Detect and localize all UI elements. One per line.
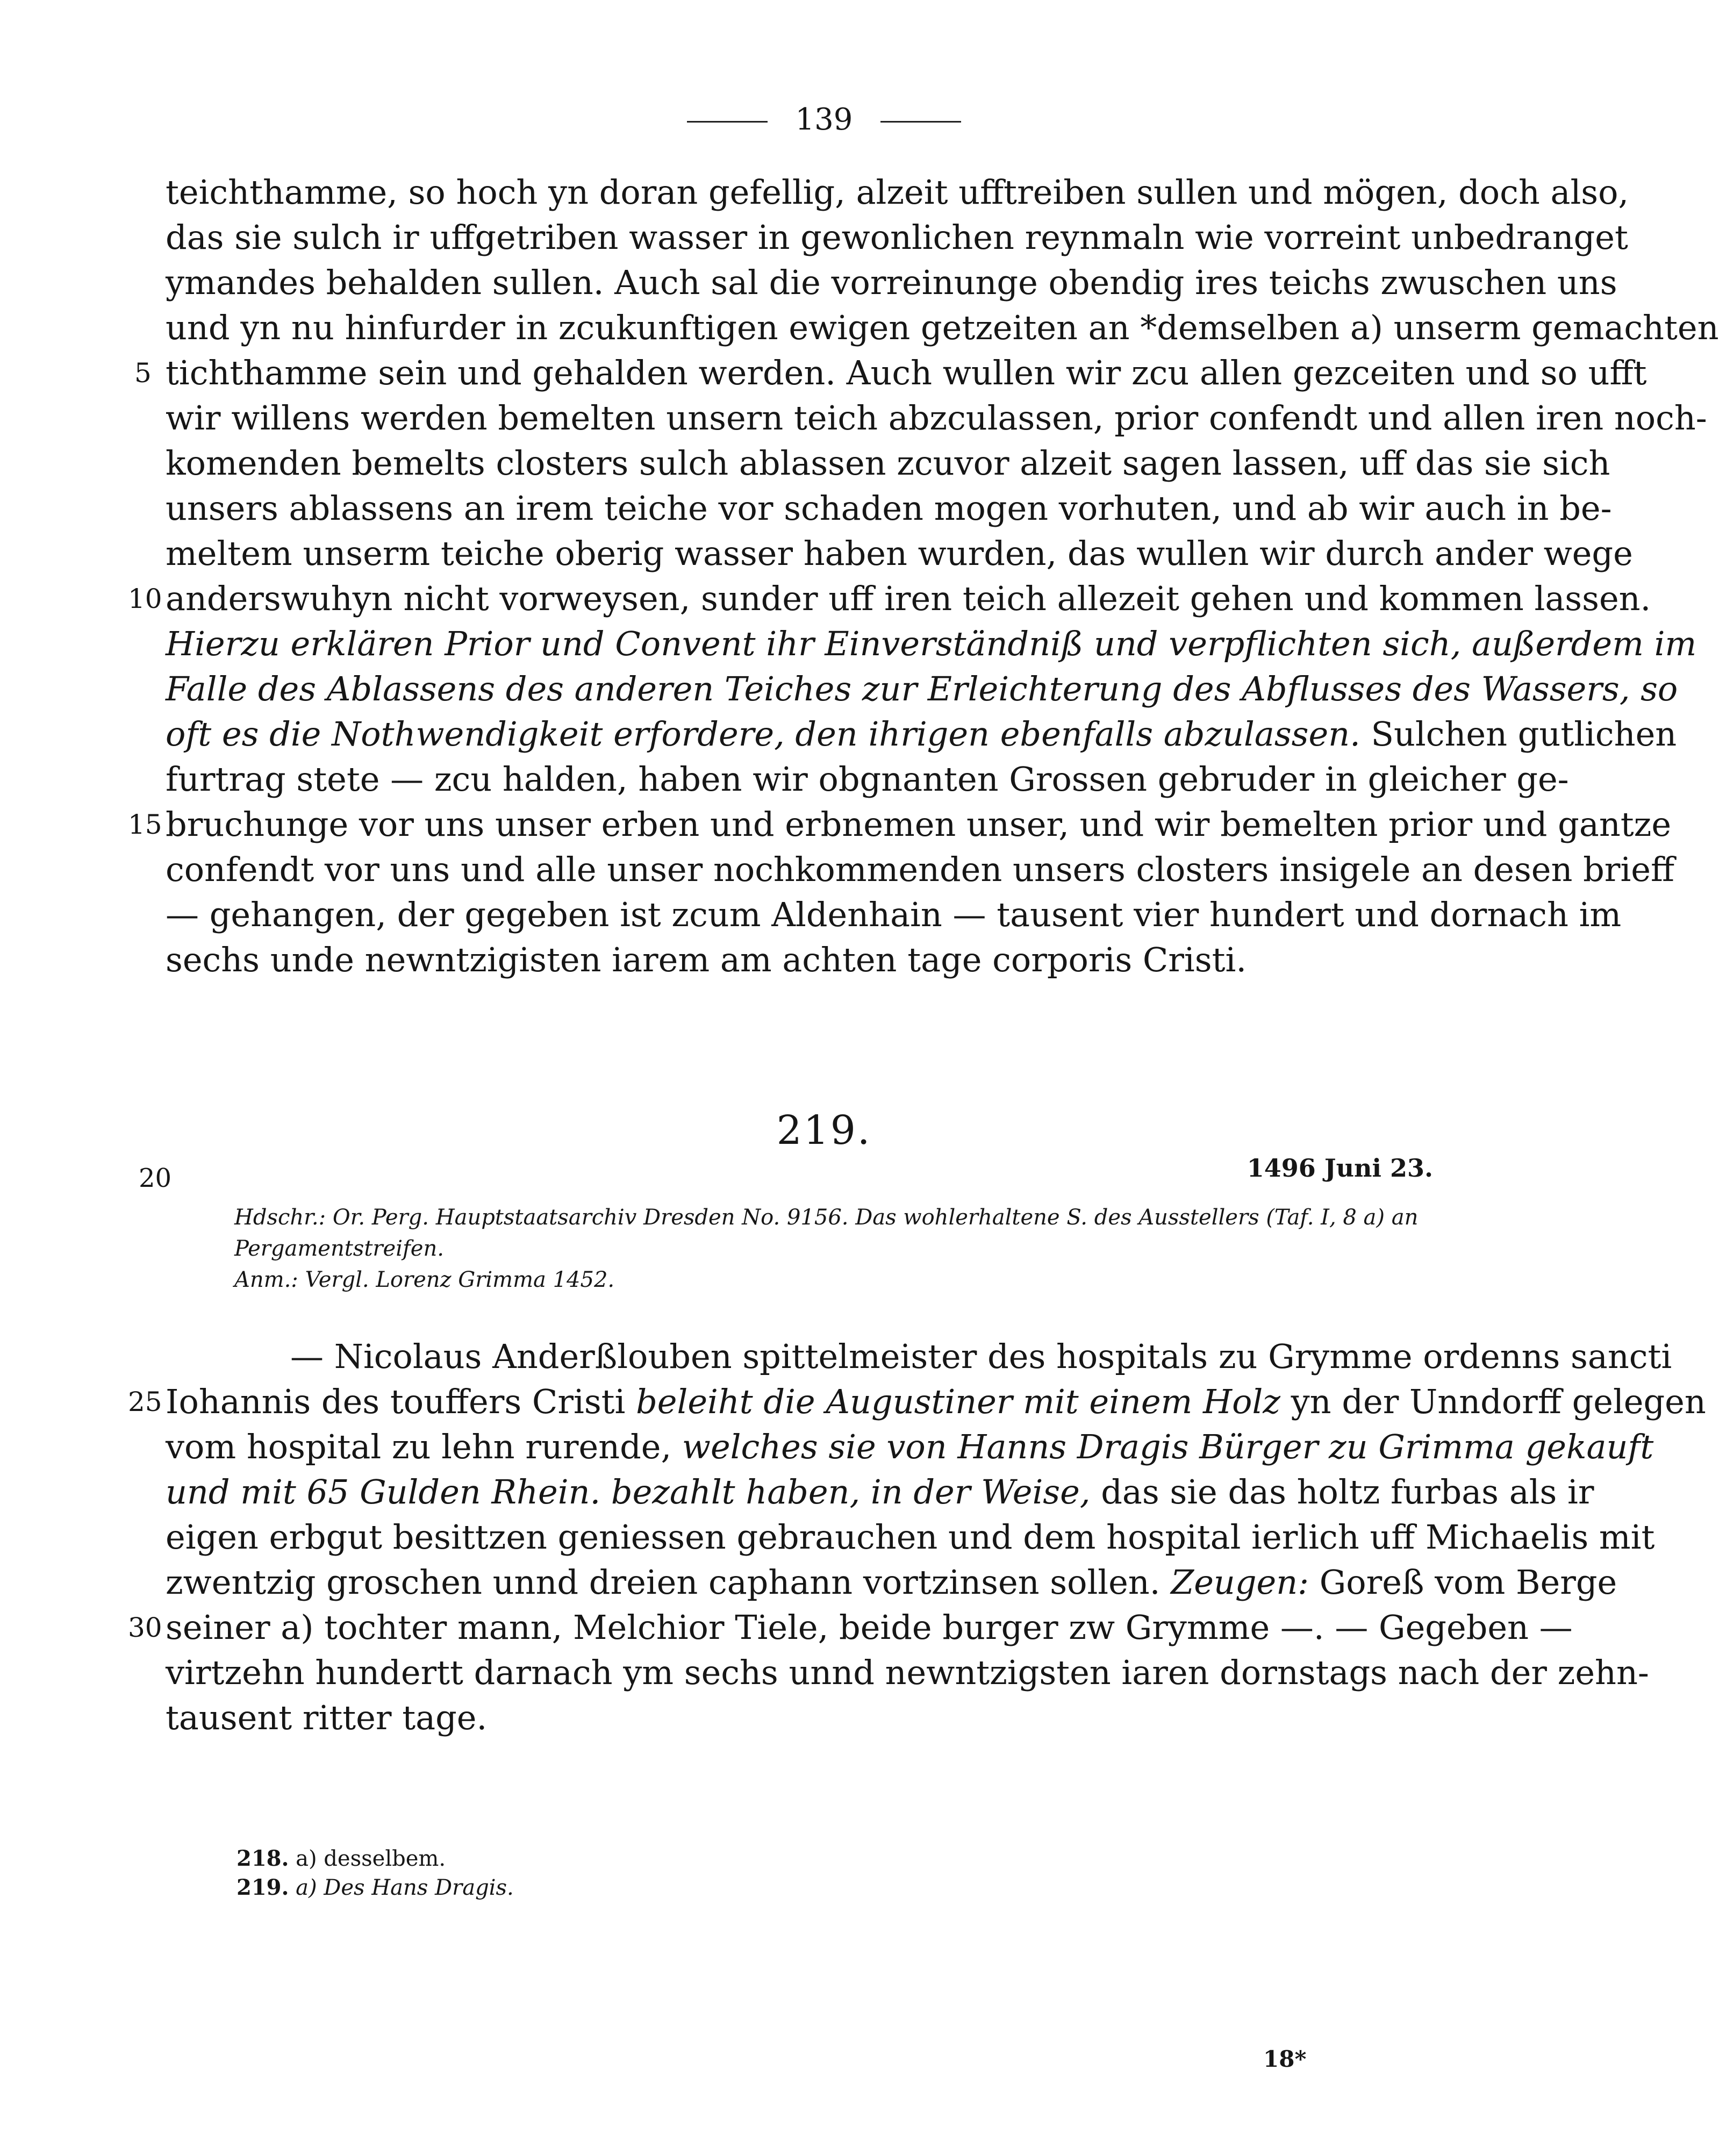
body-line: furtrag stete — zcu halden, haben wir obgnanten Grossen gebruder in gleicher ge- <box>166 760 1569 799</box>
source-note: Pergamentstreifen. <box>234 1236 444 1261</box>
body-line: unsers ablassens an irem teiche vor schaden mogen vorhuten, und ab wir auch in be- <box>166 489 1612 528</box>
body-line: meltem unserm teiche oberig wasser haben wurden, das wullen wir durch ander wege <box>166 534 1633 573</box>
italic-summary: und mit 65 Gulden Rhein. bezahlt haben, in der Weise, <box>166 1472 1091 1512</box>
body-text: das sie das holtz furbas als ir <box>1101 1472 1594 1512</box>
body-text: vom hospital zu lehn rurende, <box>166 1427 672 1466</box>
body-line: ymandes behalden sullen. Auch sal die vorreinunge obendig ires teichs zwuschen uns <box>166 263 1617 302</box>
body-text: zwentzig groschen unnd dreien caphann vortzinsen sollen. <box>166 1563 1161 1602</box>
line-number: 15 <box>128 809 162 840</box>
italic-summary: Zeugen: <box>1171 1563 1309 1602</box>
footnote-number: 219. <box>237 1875 289 1900</box>
body-text: Goreß vom Berge <box>1319 1563 1617 1602</box>
italic-summary: Falle des Ablassens des anderen Teiches zur Erleichterung des Abflusses des Wassers, so <box>166 669 1678 708</box>
line-number: 30 <box>128 1612 162 1643</box>
body-text: yn der Unndorff gelegen <box>1291 1382 1706 1421</box>
body-line-mixed <box>166 713 1677 756</box>
body-line-mixed <box>166 1561 1617 1604</box>
body-line: und yn nu hinfurder in zcukunftigen ewigen getzeiten an *demselben a) unserm gemachten <box>166 308 1719 347</box>
body-line: teichthamme, so hoch yn doran gefellig, alzeit ufftreiben sullen und mögen, doch also, <box>166 173 1629 212</box>
document-number: 219. <box>776 1107 872 1154</box>
body-line: das sie sulch ir uffgetriben wasser in gewonlichen reynmaln wie vorreint unbedranget <box>166 218 1628 257</box>
body-line-mixed <box>166 1471 1594 1514</box>
body-line-italic <box>166 622 1697 665</box>
body-line: — Nicolaus Anderßlouben spittelmeister des hospitals zu Grymme ordenns sancti <box>290 1337 1672 1376</box>
page-header <box>0 102 1648 137</box>
footnote-number: 218. <box>237 1846 289 1871</box>
footnote-text: a) Des Hans Dragis. <box>296 1875 514 1900</box>
body-text: Iohannis des touffers Cristi <box>166 1382 626 1421</box>
line-number: 20 <box>139 1163 172 1193</box>
footnote-text: a) desselbem. <box>296 1846 446 1871</box>
body-line: sechs unde newntzigisten iarem am achten tage corporis Cristi. <box>166 940 1247 979</box>
body-line-italic <box>166 668 1678 711</box>
line-number: 10 <box>128 583 162 614</box>
body-line-mixed <box>166 1426 1654 1469</box>
body-line: virtzehn hundertt darnach ym sechs unnd newntzigsten iaren dornstags nach der zehn- <box>166 1653 1649 1692</box>
italic-summary: beleiht die Augustiner mit einem Holz <box>636 1382 1280 1421</box>
body-line: eigen erbgut besittzen geniessen gebrauchen und dem hospital ierlich uff Michaelis mit <box>166 1517 1655 1557</box>
body-line: confendt vor uns und alle unser nochkommenden unsers closters insigele an desen brieff <box>166 850 1675 889</box>
sheet-signature: 18* <box>1263 2046 1307 2072</box>
body-line: tichthamme sein und gehalden werden. Auch wullen wir zcu allen gezceiten und so ufft <box>166 353 1647 392</box>
footnote <box>237 1873 514 1903</box>
body-line: komenden bemelts closters sulch ablassen zcuvor alzeit sagen lassen, uff das sie sich <box>166 443 1610 483</box>
line-number: 5 <box>134 357 152 389</box>
body-text: Sulchen gutlichen <box>1371 714 1677 754</box>
source-note: Hdschr.: Or. Perg. Hauptstaatsarchiv Dresden No. 9156. Das wohlerhaltene S. des Ausstellers (Taf. I, 8 a) an <box>234 1205 1419 1230</box>
body-line: tausent ritter tage. <box>166 1698 488 1737</box>
footnote <box>237 1844 446 1874</box>
page-number: 139 <box>795 102 853 137</box>
body-line: wir willens werden bemelten unsern teich abzculassen, prior confendt und allen iren noch- <box>166 398 1707 438</box>
line-number: 25 <box>128 1386 162 1417</box>
body-line: bruchunge vor uns unser erben und erbnemen unser, und wir bemelten prior und gantze <box>166 805 1672 844</box>
body-line: — gehangen, der gegeben ist zcum Aldenhain — tausent vier hundert und dornach im <box>166 895 1622 934</box>
italic-summary: welches sie von Hanns Dragis Bürger zu Grimma gekauft <box>682 1427 1654 1466</box>
body-line-mixed <box>166 1380 1706 1423</box>
header-rule-right <box>880 121 961 123</box>
body-line: anderswuhyn nicht vorweysen, sunder uff iren teich allezeit gehen und kommen lassen. <box>166 579 1651 618</box>
remark-note: Anm.: Vergl. Lorenz Grimma 1452. <box>234 1267 615 1292</box>
italic-summary: Hierzu erklären Prior und Convent ihr Einverständniß und verpflichten sich, außerdem im <box>166 624 1697 663</box>
body-line: seiner a) tochter mann, Melchior Tiele, beide burger zw Grymme —. — Gegeben — <box>166 1608 1573 1647</box>
header-rule-left <box>687 121 768 123</box>
italic-summary: oft es die Nothwendigkeit erfordere, den ihrigen ebenfalls abzulassen. <box>166 714 1360 754</box>
document-date: 1496 Juni 23. <box>1247 1154 1433 1183</box>
